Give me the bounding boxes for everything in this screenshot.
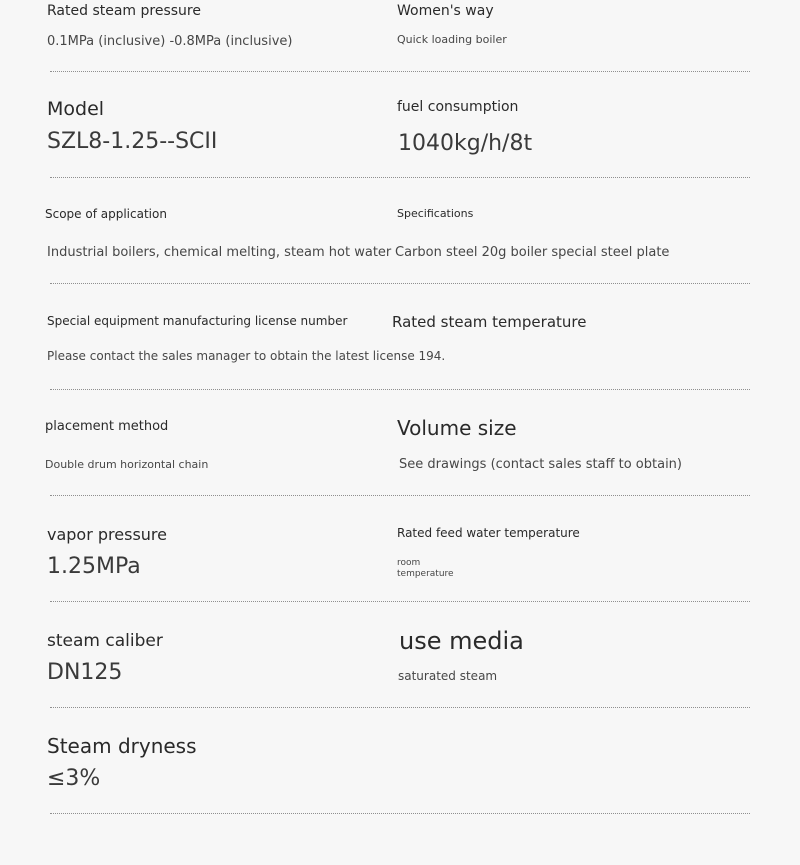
spec-label: vapor pressure <box>47 525 167 544</box>
spec-value: Carbon steel 20g boiler special steel plate <box>395 245 670 260</box>
spec-label: steam caliber <box>47 631 163 651</box>
spec-value: Industrial boilers, chemical melting, steam hot water <box>47 245 392 260</box>
spec-label: use media <box>399 627 524 655</box>
spec-label: Steam dryness <box>47 734 197 758</box>
spec-value: DN125 <box>47 660 123 685</box>
dotted-divider <box>50 495 750 496</box>
spec-value: SZL8-1.25--SCII <box>47 129 218 154</box>
spec-label: Rated feed water temperature <box>397 526 580 540</box>
spec-label: Volume size <box>397 416 517 440</box>
dotted-divider <box>50 707 750 708</box>
spec-label: placement method <box>45 419 169 434</box>
spec-value: room temperature <box>397 558 454 579</box>
dotted-divider <box>50 71 750 72</box>
spec-value: Please contact the sales manager to obtain the latest license 194. <box>47 349 446 363</box>
spec-value: 1040kg/h/8t <box>398 131 533 156</box>
dotted-divider <box>50 389 750 390</box>
spec-label: Rated steam temperature <box>392 313 587 331</box>
spec-label: Rated steam pressure <box>47 3 201 19</box>
spec-value: 0.1MPa (inclusive) -0.8MPa (inclusive) <box>47 34 293 49</box>
dotted-divider <box>50 601 750 602</box>
spec-label: Women's way <box>397 3 494 19</box>
spec-label: Specifications <box>397 207 474 220</box>
spec-value: Double drum horizontal chain <box>45 458 209 471</box>
spec-value: 1.25MPa <box>47 554 141 579</box>
spec-value: See drawings (contact sales staff to obtain) <box>399 457 682 472</box>
dotted-divider <box>50 177 750 178</box>
dotted-divider <box>50 813 750 814</box>
spec-label: Scope of application <box>45 207 167 221</box>
spec-label: fuel consumption <box>397 99 519 115</box>
spec-value: saturated steam <box>398 669 498 683</box>
spec-label: Model <box>47 98 105 120</box>
dotted-divider <box>50 283 750 284</box>
spec-label: Special equipment manufacturing license number <box>47 314 348 328</box>
spec-value: ≤3% <box>47 766 101 791</box>
spec-value: Quick loading boiler <box>397 33 507 46</box>
